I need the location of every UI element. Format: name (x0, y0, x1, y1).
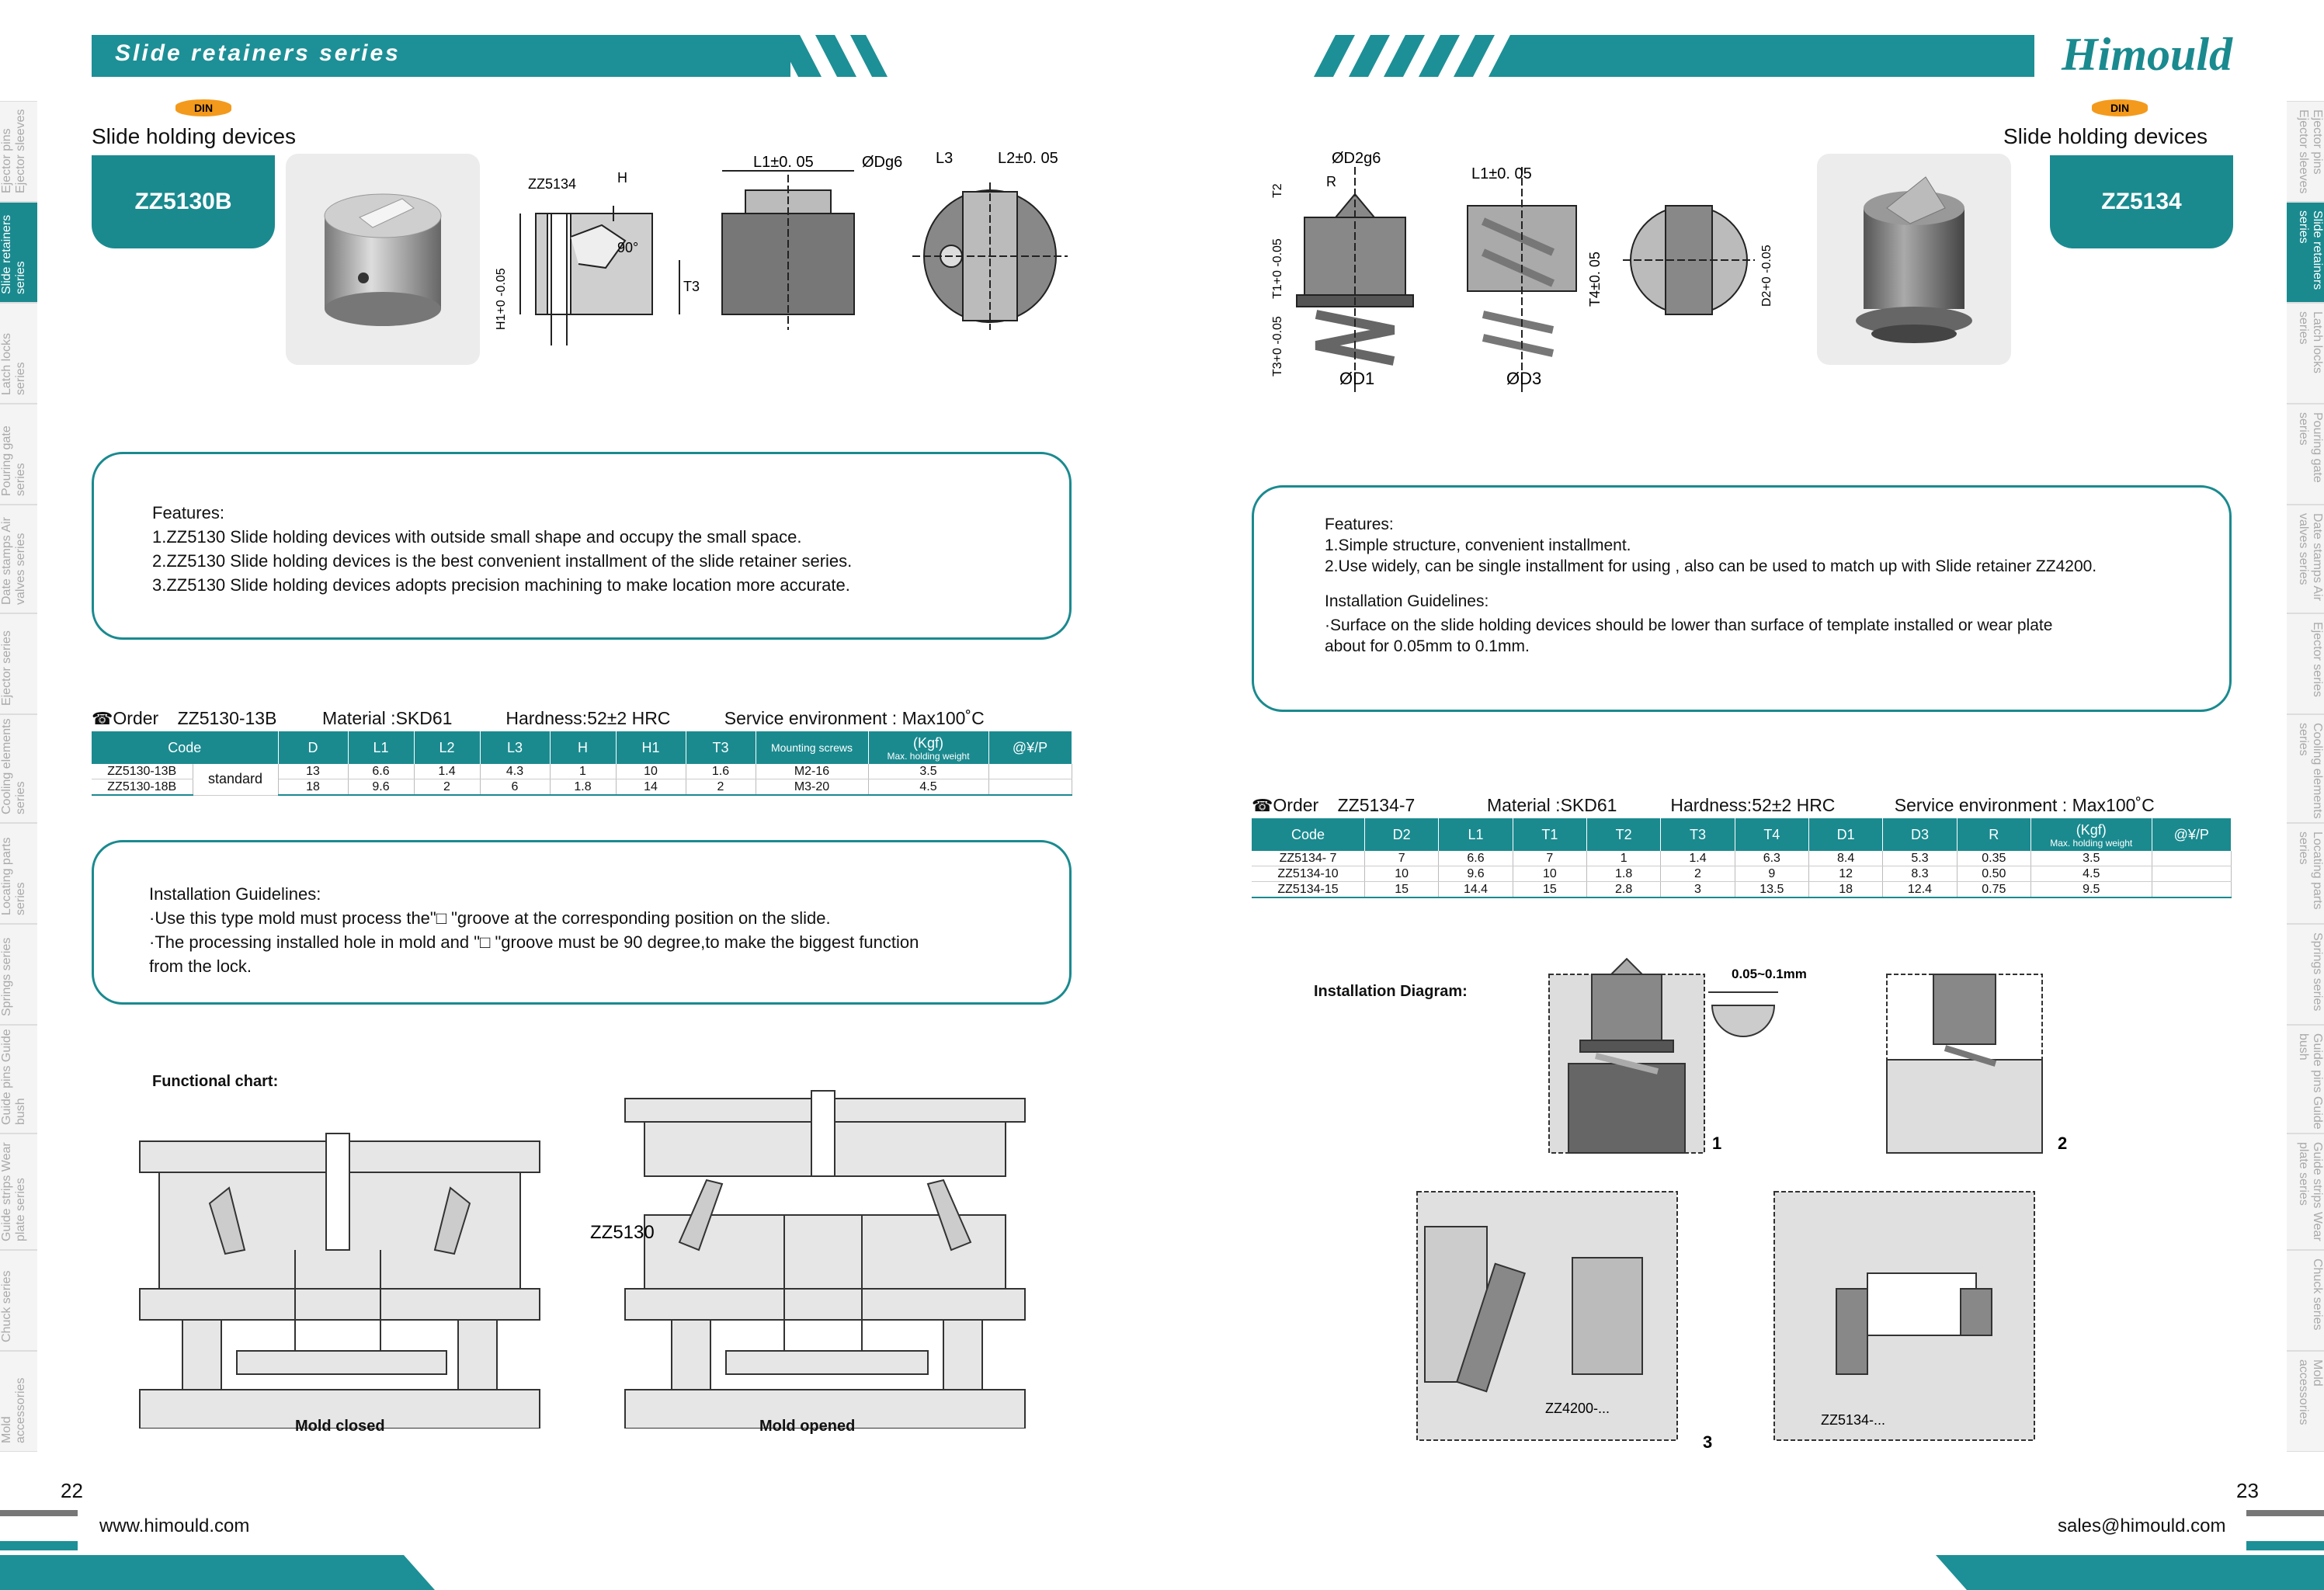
col-d3: D3 (1883, 818, 1957, 851)
order-material: Material :SKD61 (1486, 795, 1617, 815)
dim-t4: T4±0. 05 (1587, 252, 1603, 307)
cell: 6.6 (1439, 851, 1513, 866)
side-tab-locating[interactable]: Locating parts series (0, 823, 37, 924)
product-tab-zz5130b: ZZ5130B (92, 155, 275, 248)
mold-opened-caption: Mold opened (759, 1418, 856, 1435)
order-material: Material :SKD61 (321, 708, 453, 728)
product-photo-zz5134 (1817, 154, 2011, 365)
zz4200-label: ZZ4200-... (1545, 1401, 1610, 1416)
cell: 0.35 (1957, 851, 2030, 866)
feature-line: 2.Use widely, can be single installment for using , also can be used to match up with Slide retainer ZZ4200. (1325, 557, 2097, 575)
cell (988, 779, 1072, 796)
mold-diagrams (136, 1087, 1029, 1429)
order-label: Order (1273, 795, 1319, 815)
product-image (286, 154, 480, 365)
side-tab-ejector[interactable]: Ejector series (0, 613, 37, 714)
order-code: ZZ5130-13B (177, 708, 277, 728)
installation-diagram-caption: Installation Diagram: (1314, 983, 1468, 1000)
features-heading: Features: (152, 503, 224, 522)
cell-code: ZZ5134- 7 (1252, 851, 1365, 866)
dim-d2g6: ØD2g6 (1332, 151, 1381, 167)
cell: 13 (278, 764, 348, 779)
feature-line: 1.Simple structure, convenient installment. (1325, 536, 1631, 554)
cell: 1 (550, 764, 616, 779)
step-1-label: 1 (1712, 1133, 1722, 1153)
cell: 4.5 (868, 779, 988, 796)
cell: 3 (1661, 882, 1735, 898)
col-h: H (550, 731, 616, 764)
cell-code: ZZ5130-18B (92, 779, 193, 796)
col-code: Code (92, 731, 278, 764)
cell: 2 (686, 779, 756, 796)
cell: 12 (1808, 866, 1882, 882)
cell: 10 (1365, 866, 1439, 882)
cell: 1.6 (686, 764, 756, 779)
side-tab-date-stamps[interactable]: Date stamps Air valves series (0, 505, 37, 613)
dim-t3: T3 (683, 279, 700, 294)
cell: 7 (1513, 851, 1586, 866)
footer-shape-left (0, 1555, 435, 1590)
cell: 10 (1513, 866, 1586, 882)
spec-table-zz5130b (92, 731, 1072, 796)
order-code: ZZ5134-7 (1337, 795, 1416, 815)
cell: 1 (1587, 851, 1661, 866)
phone-icon: ☎ (92, 709, 113, 728)
dim-angle: 90° (617, 240, 639, 255)
order-label: Order (113, 708, 159, 728)
cell: 9.6 (348, 779, 414, 796)
installation-text-left (149, 882, 919, 978)
order-hardness: Hardness:52±2 HRC (505, 708, 671, 728)
functional-chart-caption: Functional chart: (152, 1073, 279, 1090)
cell (2152, 882, 2231, 898)
cell: 1.8 (550, 779, 616, 796)
cell: 14.4 (1439, 882, 1513, 898)
dim-d2: D2+0 -0.05 (1760, 245, 1773, 307)
side-tab-pouring-gate[interactable]: Pouring gate series (0, 404, 37, 505)
dim-l3: L3 (936, 151, 954, 167)
col-t3: T3 (1661, 818, 1735, 851)
dim-d1: ØD1 (1339, 369, 1375, 388)
col-code: Code (1252, 818, 1365, 851)
cell: 13.5 (1735, 882, 1808, 898)
side-tab-springs[interactable]: Springs series (2287, 924, 2324, 1025)
cell (2152, 851, 2231, 866)
cell: 12.4 (1883, 882, 1957, 898)
side-tab-guide-pins[interactable]: Guide pins Guide bush (0, 1025, 37, 1133)
order-line-left (92, 708, 985, 729)
side-tab-cooling[interactable]: Cooling elements series (2287, 714, 2324, 823)
page-title-right: Slide holding devices (2003, 124, 2208, 148)
cell: 10 (616, 764, 686, 779)
features-text-right (1325, 514, 2096, 657)
order-line-right (1252, 795, 2155, 816)
side-tab-ejector-pins[interactable]: Ejector pins Ejector sleeves (2287, 101, 2324, 202)
product-tab-zz5134: ZZ5134 (2050, 155, 2233, 248)
install-line: from the lock. (149, 956, 252, 976)
col-d2: D2 (1365, 818, 1439, 851)
dim-l1: L1±0. 05 (1471, 165, 1532, 182)
footer-bar-right-gray (2246, 1510, 2324, 1516)
cell: 1.4 (414, 764, 480, 779)
side-tabs-left (0, 101, 37, 1452)
cell: M3-20 (756, 779, 868, 796)
installation-diagrams (1382, 955, 2081, 1452)
col-price: @¥/P (2152, 818, 2231, 851)
cell: 2.8 (1587, 882, 1661, 898)
cell: 0.75 (1957, 882, 2030, 898)
cell: 6.3 (1735, 851, 1808, 866)
side-tab-mold-accessories[interactable]: Mold accessories (0, 1351, 37, 1452)
features-heading: Features: (1325, 516, 1394, 533)
cell-code: ZZ5130-13B (92, 764, 193, 779)
col-t4: T4 (1735, 818, 1808, 851)
cell: 15 (1513, 882, 1586, 898)
table-row (1252, 866, 2232, 882)
col-r: R (1957, 818, 2030, 851)
side-tab-ejector-pins[interactable]: Ejector pins Ejector sleeves (0, 101, 37, 202)
page-title-left: Slide holding devices (92, 124, 297, 148)
dim-r: R (1326, 174, 1336, 189)
cell: 3.5 (868, 764, 988, 779)
cell: 3.5 (2030, 851, 2152, 866)
zz5130-label: ZZ5130 (590, 1222, 655, 1243)
install-line: about for 0.05mm to 0.1mm. (1325, 637, 1530, 655)
feature-line: 2.ZZ5130 Slide holding devices is the best convenient installment of the slide retainer series. (152, 551, 853, 571)
cell: 18 (278, 779, 348, 796)
cell: 1.4 (1661, 851, 1735, 866)
cell (2152, 866, 2231, 882)
table-row (1252, 851, 2232, 866)
page-number-left: 22 (61, 1479, 83, 1502)
install-heading: Installation Guidelines: (1325, 592, 1489, 610)
install-line: ·Use this type mold must process the"□ "groove at the corresponding position on the slide. (149, 908, 831, 928)
cell: 8.3 (1883, 866, 1957, 882)
technical-drawing-zz5130b (489, 151, 1110, 353)
col-h1: H1 (616, 731, 686, 764)
dim-t2: T2 (1271, 183, 1284, 198)
dim-h: H (617, 170, 627, 186)
col-max-weight: (Kgf) Max. holding weight (868, 731, 988, 764)
header-title: Slide retainers series (115, 40, 401, 66)
step-3-label: 3 (1703, 1432, 1713, 1452)
phone-icon: ☎ (1252, 796, 1273, 815)
side-tab-chuck[interactable]: Chuck series (2287, 1250, 2324, 1351)
din-badge-right: DIN (2092, 99, 2148, 116)
step-2-label: 2 (2058, 1133, 2068, 1153)
side-tab-date-stamps[interactable]: Date stamps Air valves series (2287, 505, 2324, 613)
side-tab-cooling[interactable]: Cooling elements series (0, 714, 37, 823)
col-d1: D1 (1808, 818, 1882, 851)
table-row (92, 764, 1072, 779)
side-tab-guide-pins[interactable]: Guide pins Guide bush (2287, 1025, 2324, 1133)
cell: 7 (1365, 851, 1439, 866)
col-l1: L1 (348, 731, 414, 764)
col-mounting-screws: Mounting screws (756, 731, 868, 764)
cell: M2-16 (756, 764, 868, 779)
footer-email[interactable]: sales@himould.com (2058, 1515, 2226, 1536)
cell: 5.3 (1883, 851, 1957, 866)
footer-bar-right-teal (2246, 1541, 2324, 1550)
side-tab-springs[interactable]: Springs series (0, 924, 37, 1025)
col-l3: L3 (480, 731, 550, 764)
col-d: D (278, 731, 348, 764)
dim-l1: L1±0. 05 (753, 154, 814, 171)
page-number-right: 23 (2236, 1479, 2259, 1502)
side-tab-ejector[interactable]: Ejector series (2287, 613, 2324, 714)
side-tab-guide-strips[interactable]: Guide strips Wear plate series (2287, 1133, 2324, 1250)
cell: 14 (616, 779, 686, 796)
side-tab-latch-locks[interactable]: Latch locks series (2287, 303, 2324, 404)
side-tab-chuck[interactable]: Chuck series (0, 1250, 37, 1351)
cell: 9.6 (1439, 866, 1513, 882)
dim-h1: H1+0 -0.05 (495, 268, 508, 330)
col-max-weight: (Kgf) Max. holding weight (2030, 818, 2152, 851)
feature-line: 1.ZZ5130 Slide holding devices with outside small shape and occupy the small space. (152, 527, 802, 547)
cell: 6 (480, 779, 550, 796)
cell: 2 (414, 779, 480, 796)
cell: 4.3 (480, 764, 550, 779)
cell: 6.6 (348, 764, 414, 779)
side-tab-slide-retainers[interactable]: Slide retainers series (0, 202, 37, 303)
footer-url[interactable]: www.himould.com (99, 1515, 250, 1536)
footer-bar-left-gray (0, 1510, 78, 1516)
side-tab-locating[interactable]: Locating parts series (2287, 823, 2324, 924)
cell: 2 (1661, 866, 1735, 882)
cell: 0.50 (1957, 866, 2030, 882)
technical-drawing-zz5134 (1258, 151, 1786, 400)
product-image (1817, 154, 2011, 365)
side-tab-guide-strips[interactable]: Guide strips Wear plate series (0, 1133, 37, 1250)
dim-t1: T1+0 -0.05 (1271, 238, 1284, 299)
mold-closed-caption: Mold closed (295, 1418, 385, 1435)
side-tab-slide-retainers[interactable]: Slide retainers series (2287, 202, 2324, 303)
col-t1: T1 (1513, 818, 1586, 851)
order-service: Service environment : Max100˚C (1894, 795, 2155, 815)
order-service: Service environment : Max100˚C (724, 708, 985, 728)
cell-code: ZZ5134-10 (1252, 866, 1365, 882)
side-tabs-right (2287, 101, 2324, 1452)
feature-line: 3.ZZ5130 Slide holding devices adopts precision machining to make location more accurate. (152, 575, 850, 595)
cell: 4.5 (2030, 866, 2152, 882)
install-line: ·The processing installed hole in mold and "□ "groove must be 90 degree,to make the biggest function (149, 932, 919, 952)
side-tab-latch-locks[interactable]: Latch locks series (0, 303, 37, 404)
table-header-row (1252, 818, 2232, 851)
cell: 9.5 (2030, 882, 2152, 898)
dim-l2: L2±0. 05 (998, 151, 1058, 167)
order-hardness: Hardness:52±2 HRC (1670, 795, 1836, 815)
product-photo-zz5130b (286, 154, 480, 365)
zz5134-label: ZZ5134-... (1821, 1412, 1886, 1428)
header-stripes (776, 35, 2034, 77)
dim-d3: ØD3 (1506, 369, 1542, 388)
dim-t3: T3+0 -0.05 (1271, 316, 1284, 377)
gap-label: 0.05~0.1mm (1732, 967, 1807, 981)
features-text-left (152, 501, 852, 597)
install-line: ·Surface on the slide holding devices should be lower than surface of template installed or wear plate (1325, 616, 2053, 634)
spec-table-zz5134 (1252, 818, 2232, 898)
dim-dg6: ØDg6 (862, 154, 903, 171)
cell (988, 764, 1072, 779)
footer-bar-left-teal (0, 1541, 78, 1550)
col-l2: L2 (414, 731, 480, 764)
cell: 18 (1808, 882, 1882, 898)
install-heading: Installation Guidelines: (149, 884, 321, 904)
cell: 9 (1735, 866, 1808, 882)
col-t3: T3 (686, 731, 756, 764)
col-t2: T2 (1587, 818, 1661, 851)
footer-shape-right (1936, 1555, 2324, 1590)
cell: 8.4 (1808, 851, 1882, 866)
side-tab-pouring-gate[interactable]: Pouring gate series (2287, 404, 2324, 505)
din-badge-left: DIN (175, 99, 231, 116)
table-header-row (92, 731, 1072, 764)
brand-logo[interactable]: Himould (2062, 29, 2233, 80)
cell-code: ZZ5134-15 (1252, 882, 1365, 898)
side-tab-mold-accessories[interactable]: Mold accessories (2287, 1351, 2324, 1452)
table-row (1252, 882, 2232, 898)
cell: 1.8 (1587, 866, 1661, 882)
dim-zz5134: ZZ5134 (528, 176, 577, 192)
cell: 15 (1365, 882, 1439, 898)
cell-type: standard (193, 764, 278, 795)
col-l1: L1 (1439, 818, 1513, 851)
col-price: @¥/P (988, 731, 1072, 764)
